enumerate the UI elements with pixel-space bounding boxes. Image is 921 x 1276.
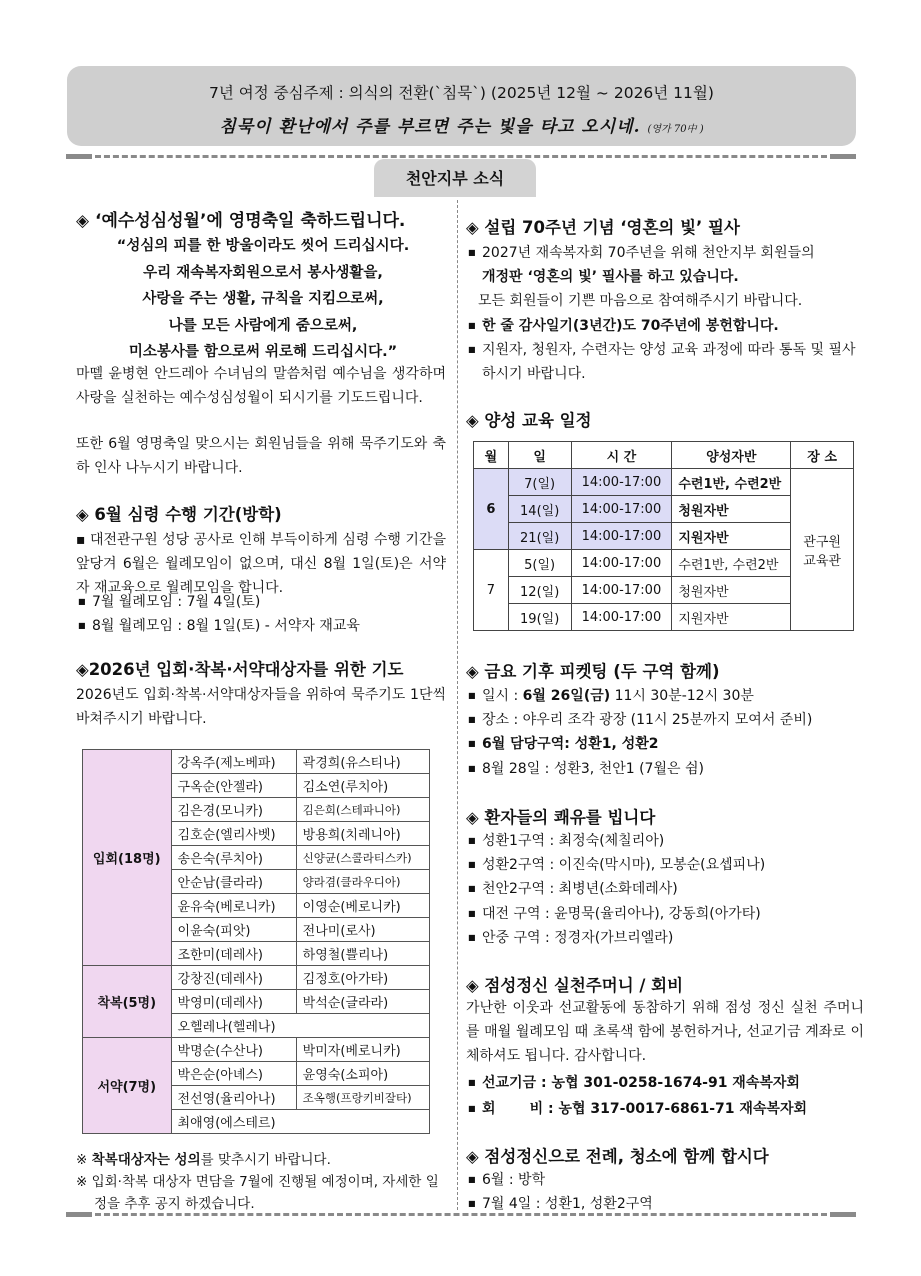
day-cell: 21(일) [508,523,571,550]
candidate-name: 전선영(율리아나) [171,1086,296,1110]
list-item: ■ 장소 : 야우리 조각 광장 (11시 25분까지 모여서 준비) [468,708,864,732]
class-cell: 청원자반 [672,577,791,604]
month-cell: 6 [474,469,509,550]
top-divider [95,155,827,158]
candidate-name: 박석순(글라라) [296,990,429,1014]
rule-end-left [66,154,92,159]
list-item [468,684,864,708]
picketing-list [468,684,864,781]
candidate-name: 최애영(에스테르) [171,1110,429,1134]
candidate-name: 김은경(모니카) [171,798,296,822]
date-label: 일시 : [482,688,523,704]
column-divider [457,200,458,1210]
group-label: 서약(7명) [83,1038,172,1134]
transcription-request: 모든 회원들이 기쁜 마음으로 참여해주시기 바랍니다. [478,293,803,310]
rule-end-right [830,154,856,159]
list-item: ■ 대전 구역 : 윤명묵(율리아나), 강동희(아가타) [468,902,864,926]
feast-paragraph-1: 마뗄 윤병현 안드레아 수녀님의 말씀처럼 예수님을 생각하며 사랑을 실천하는 예수성심성월이 되시기를 기도드립니다. [76,366,446,406]
candidate-name: 박영미(데레사) [171,990,296,1014]
list-item: ■ 7월 4일 : 성환1, 성환2구역 [468,1192,864,1216]
col-header: 양성자반 [672,442,791,469]
date-bold: 6월 26일(금) [522,688,611,704]
retreat-paragraph: ▪ 대전관구원 성당 공사로 인해 부득이하게 심령 수행 기간을 앞당겨 6월은 월례모임이 없으며, 대신 8월 1일(토)은 서약자 재교육으로 월례모임을 합니다. [76,532,446,596]
list-item: ■ 한 줄 감사일기(3년간)도 70주년에 봉헌합니다. [468,314,864,338]
feast-heading: ◈ ‘예수성심성월’에 영명축일 축하드립니다. [76,211,406,231]
cleaning-list [468,1168,864,1216]
candidate-name: 이영순(베로니카) [296,894,429,918]
day-cell: 14(일) [508,496,571,523]
class-cell: 청원자반 [672,496,791,523]
day-cell: 5(일) [508,550,571,577]
rule-end-left [66,1212,92,1217]
day-cell: 19(일) [508,604,571,631]
time-cell: 14:00-17:00 [571,550,672,577]
class-cell: 지원자반 [672,523,791,550]
candidate-name: 강옥주(제노베파) [171,750,296,774]
note-bold: 착복대상자는 성의 [91,1152,201,1168]
interview-note: ※ 입회·착복 대상자 면담을 7월에 진행될 예정이며, 자세한 일정을 추후 공지 하겠습니다. [76,1174,439,1212]
candidates-table [82,749,430,1134]
time-cell: 14:00-17:00 [571,604,672,631]
place-line: 관구원 [803,534,841,550]
quote-line: 미소봉사를 함으로써 위로해 드리십시다.” [128,344,398,360]
candidate-name: 조한미(데레사) [171,942,296,966]
class-cell: 수련1반, 수련2반 [672,469,791,496]
month-cell: 7 [474,550,509,631]
candidate-name: 하영철(쁠리나) [296,942,429,966]
candidate-name: 강창진(데레사) [171,966,296,990]
candidate-name: 김소연(루치아) [296,774,429,798]
list-item: ■ 안중 구역 : 정경자(가브리엘라) [468,926,864,950]
list-item: ■ 천안2구역 : 최병년(소화데레사) [468,877,864,901]
list-item [468,241,864,289]
group-label: 착복(5명) [83,966,172,1038]
cleaning-heading: ◈ 점성정신으로 전례, 청소에 함께 합시다 [466,1147,769,1166]
date-rest: 11시 30분-12시 30분 [610,688,754,704]
candidate-name: 송은숙(루치아) [171,846,296,870]
day-cell: 7(일) [508,469,571,496]
quote-line: 사랑을 주는 생활, 규칙을 지킴으로써, [142,291,384,307]
retreat-list [78,590,448,638]
table-row [83,750,430,774]
list-item: ■ 6월 담당구역: 성환1, 성환2 [468,732,864,756]
candidate-name: 오헬레나(헬레나) [171,1014,429,1038]
dues-heading: ◈ 점성정신 실천주머니 / 회비 [466,976,684,995]
list-item: ■ 6월 : 방학 [468,1168,864,1192]
class-cell: 지원자반 [672,604,791,631]
banner-motto-text: 침묵이 환난에서 주를 부르면 주는 빛을 타고 오시네. [219,117,641,137]
feast-paragraph-2: 또한 6월 영명축일 맞으시는 회원님들을 위해 묵주기도와 축하 인사 나누시기 바랍니다. [76,436,446,476]
candidate-name: 이윤숙(피앗) [171,918,296,942]
section-title: 천안지부 소식 [374,159,536,197]
dues-paragraph: 가난한 이웃과 선교활동에 동참하기 위해 점성 정신 실천 주머니를 매월 월례모임 때 초록색 함에 봉헌하거나, 선교기금 계좌로 이체하셔도 됩니다. 감사합니다. [466,1000,864,1064]
place-cell [791,469,854,631]
rule-end-right [830,1212,856,1217]
note-mark: ※ [76,1152,92,1168]
prayer-paragraph: 2026년도 입회·착복·서약대상자들을 위하여 묵주기도 1단씩 바쳐주시기 바랍니다. [76,687,446,727]
banner-theme-line: 7년 여정 중심주제 : 의식의 전환(`침묵`) (2025년 12월 ~ 2026년 11월) [209,84,714,102]
vestment-note [76,1148,456,1172]
time-cell: 14:00-17:00 [571,496,672,523]
col-header: 월 [474,442,509,469]
transcription-bold: 개정판 ‘영혼의 빛’ 필사를 하고 있습니다. [482,269,739,286]
table-row [83,1038,430,1062]
feast-quote [78,233,448,366]
candidate-name: 방용희(치레니아) [296,822,429,846]
candidate-name: 전나미(로사) [296,918,429,942]
theme-banner [67,66,856,146]
candidate-name: 김은희(스테파니아) [296,798,429,822]
quote-line: 나를 모든 사람에게 줌으로써, [168,317,358,334]
quote-line: “성심의 피를 한 방울이라도 씻어 드리십시다. [116,238,410,254]
transcription-text: 2027년 재속복자회 70주년을 위해 천안지부 회원들의 [482,245,815,261]
candidate-name: 조옥행(프랑키비잘타) [296,1086,429,1110]
list-item: ■ 성환1구역 : 최정숙(체칠리아) [468,829,864,853]
table-row [83,966,430,990]
retreat-heading: ◈ 6월 심령 수행 기간(방학) [76,505,282,524]
note-rest: 를 맞추시기 바랍니다. [200,1152,331,1168]
group-label: 입회(18명) [83,750,172,966]
list-item: ■ 8월 28일 : 성환3, 천안1 (7월은 쉼) [468,757,864,781]
bottom-divider [95,1213,827,1216]
candidate-name: 구옥순(안젤라) [171,774,296,798]
candidate-name: 김정호(아가타) [296,966,429,990]
candidate-name: 박은순(아녜스) [171,1062,296,1086]
picketing-heading: ◈ 금요 기후 피켓팅 (두 구역 함께) [466,662,720,681]
candidate-name: 박미자(베로니카) [296,1038,429,1062]
candidate-name: 윤영숙(소피아) [296,1062,429,1086]
candidate-name: 신양균(스콜라티스카) [296,846,429,870]
banner-motto-line [67,112,856,137]
transcription-heading: ◈ 설립 70주년 기념 ‘영혼의 빛’ 필사 [466,218,740,237]
col-header: 시 간 [571,442,672,469]
time-cell: 14:00-17:00 [571,469,672,496]
list-item: ■ 회 비 : 농협 317-0017-6861-71 재속복자회 [468,1096,864,1122]
quote-line: 우리 재속복자회원으로서 봉사생활을, [143,264,383,281]
formation-heading: ◈ 양성 교육 일정 [466,411,592,430]
candidate-name: 양라겸(클라우디아) [296,870,429,894]
formation-schedule-table [473,441,854,631]
list-item: ■ 7월 월례모임 : 7월 4일(토) [78,590,448,614]
place-line: 교육관 [803,553,841,569]
transcription-body [468,241,864,386]
list-item: ■ 지원자, 청원자, 수련자는 양성 교육 과정에 따라 통독 및 필사하시기 바랍니다. [468,338,864,386]
patients-list [468,829,864,950]
class-cell: 수련1반, 수련2반 [672,550,791,577]
table-row [474,469,854,496]
candidate-name: 안순남(클라라) [171,870,296,894]
col-header: 장 소 [791,442,854,469]
patients-heading: ◈ 환자들의 쾌유를 빕니다 [466,808,656,827]
prayer-heading: ◈2026년 입회·착복·서약대상자를 위한 기도 [76,660,404,679]
list-item: ■ 성환2구역 : 이진숙(막시마), 모봉순(요셉피나) [468,853,864,877]
list-item: ■ 8월 월례모임 : 8월 1일(토) - 서약자 재교육 [78,614,448,638]
candidate-name: 박명순(수산나) [171,1038,296,1062]
time-cell: 14:00-17:00 [571,523,672,550]
candidate-name: 윤유숙(베로니카) [171,894,296,918]
col-header: 일 [508,442,571,469]
accounts-list [468,1070,864,1122]
time-cell: 14:00-17:00 [571,577,672,604]
candidate-name: 김호순(엘리사벳) [171,822,296,846]
candidate-name: 곽경희(유스티나) [296,750,429,774]
list-item: ■ 선교기금 : 농협 301-0258-1674-91 재속복자회 [468,1070,864,1096]
banner-motto-ref: (영가 70中 ) [647,124,704,135]
day-cell: 12(일) [508,577,571,604]
